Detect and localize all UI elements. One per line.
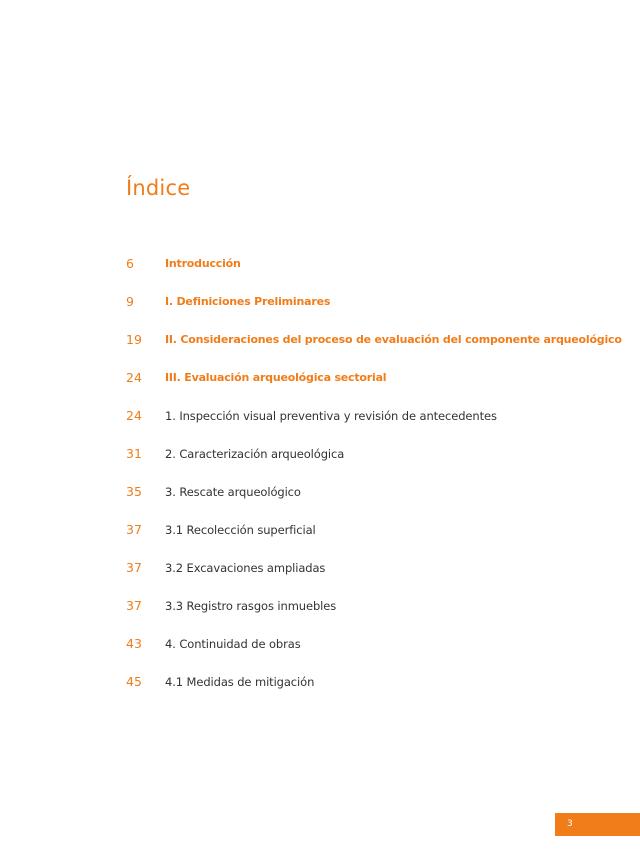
page-title: Índice xyxy=(126,176,191,200)
toc-page-number: 35 xyxy=(126,484,142,499)
toc-entry-label: 2. Caracterización arqueológica xyxy=(165,447,345,461)
toc-entry[interactable] xyxy=(126,254,626,292)
toc-page-number: 9 xyxy=(126,294,134,309)
toc-page-number: 37 xyxy=(126,598,142,613)
toc-entry-label: 4.1 Medidas de mitigación xyxy=(165,675,315,689)
toc-entry[interactable] xyxy=(126,406,626,444)
page-number-tab xyxy=(555,813,640,836)
toc-entry[interactable] xyxy=(126,292,626,330)
toc-entry-label: 3.3 Registro rasgos inmuebles xyxy=(165,599,337,613)
toc-entry[interactable] xyxy=(126,520,626,558)
toc-entry[interactable] xyxy=(126,444,626,482)
table-of-contents xyxy=(126,254,626,710)
toc-entry-label: 1. Inspección visual preventiva y revisión de antecedentes xyxy=(165,409,497,423)
toc-page-number: 37 xyxy=(126,522,142,537)
toc-entry[interactable] xyxy=(126,596,626,634)
toc-page-number: 6 xyxy=(126,256,134,271)
toc-page-number: 24 xyxy=(126,408,142,423)
toc-entry[interactable] xyxy=(126,482,626,520)
toc-entry-label: 3.2 Excavaciones ampliadas xyxy=(165,561,326,575)
toc-entry[interactable] xyxy=(126,368,626,406)
page-number: 3 xyxy=(567,819,573,829)
toc-page-number: 19 xyxy=(126,332,142,347)
toc-entry-label: II. Consideraciones del proceso de evaluación del componente arqueológico xyxy=(165,333,622,346)
toc-entry-label: 4. Continuidad de obras xyxy=(165,637,301,651)
toc-entry[interactable] xyxy=(126,330,626,368)
toc-entry[interactable] xyxy=(126,558,626,596)
toc-page-number: 43 xyxy=(126,636,142,651)
toc-entry[interactable] xyxy=(126,634,626,672)
toc-page-number: 31 xyxy=(126,446,142,461)
toc-page-number: 45 xyxy=(126,674,142,689)
toc-page-number: 37 xyxy=(126,560,142,575)
toc-entry-label: I. Definiciones Preliminares xyxy=(165,295,331,308)
toc-entry-label: Introducción xyxy=(165,257,241,270)
toc-entry-label: III. Evaluación arqueológica sectorial xyxy=(165,371,387,384)
toc-page-number: 24 xyxy=(126,370,142,385)
toc-entry-label: 3.1 Recolección superficial xyxy=(165,523,316,537)
toc-entry[interactable] xyxy=(126,672,626,710)
toc-entry-label: 3. Rescate arqueológico xyxy=(165,485,301,499)
